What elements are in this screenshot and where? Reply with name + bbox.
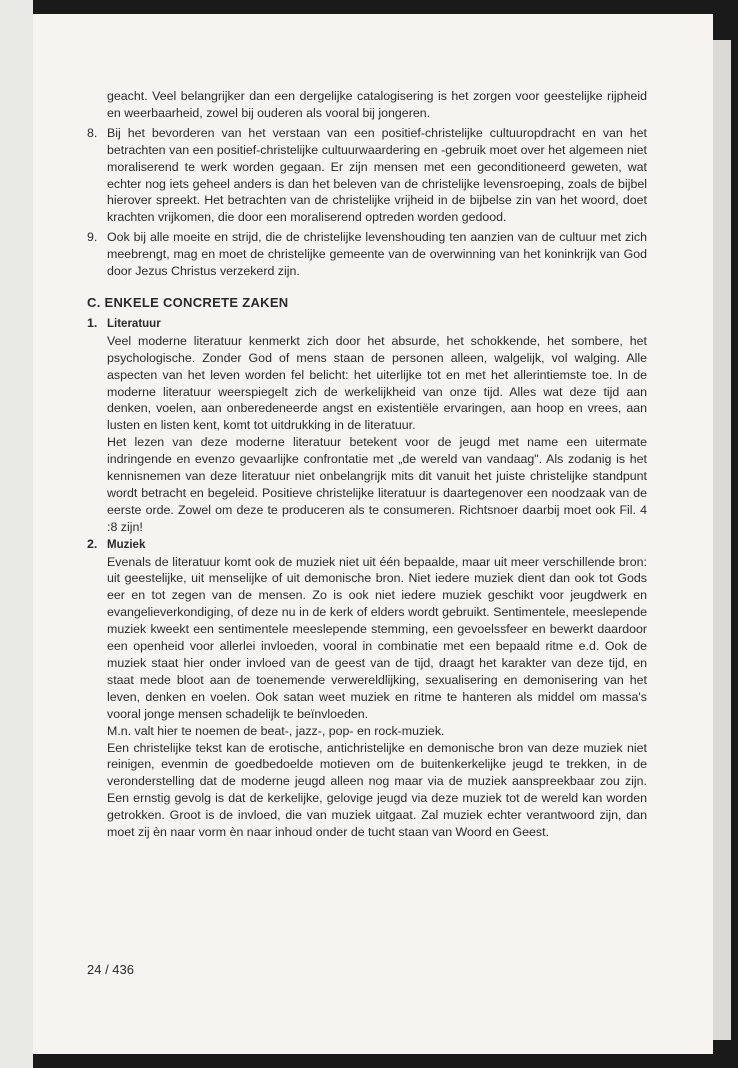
subsection-number: 1.: [87, 315, 98, 330]
subsection-title: Literatuur: [107, 317, 161, 330]
list-item-text: Ook bij alle moeite en strijd, die de christelijke levenshouding ten aanzien van de cultuur met zich meebrengt, mag en moet de christelijke gemeente van de overwinning van het koninkrijk van God door Jezus Christus verzekerd zijn.: [107, 230, 647, 279]
page-edge: [713, 40, 731, 1040]
list-number: 9.: [87, 230, 98, 245]
intro-paragraph: geacht. Veel belangrijker dan een dergelijke catalogisering is het zorgen voor geestelijke rijpheid en weerbaarheid, zowel bij ouderen als vooral bij jongeren.: [107, 89, 647, 120]
paragraph: Het lezen van deze moderne literatuur betekent voor de jeugd met name een uitermate indringende en evenzo gevaarlijke confrontatie met „de wereld van vandaag". Als zodanig is het kennisnemen van deze literatuur niet onbelangrijk mits dit vanuit het juiste christelijke standpunt wordt betracht en begeleid. Positieve christelijke literatuur is daartegenover een noodzaak van de eerste orde. Zowel om deze te produceren als te consumeren. Richtsnoer daarbij moet ook Fil. 4 :8 zijn!: [107, 435, 647, 534]
list-item-text: Bij het bevorderen van het verstaan van een positief-christelijke cultuuropdracht en van het betrachten van een positief-christelijke cultuurwaardering en -gebruik moet over het algemeen niet moraliserend te werk worden gegaan. Er zijn mensen met een geconditioneerd geweten, wat echter nog iets geheel anders is dan het beleven van de christelijke levensroeping, zoals de bijbel hierover spreekt. Het betrachten van de christelijke vrijheid in de bijbelse zin van het woord, doet krachten vrijkomen, die door een moraliserend optreden worden gedood.: [107, 125, 647, 225]
list-item-8: [87, 125, 647, 226]
paragraph: Veel moderne literatuur kenmerkt zich door het absurde, het schokkende, het sombere, het psychologische. Zonder God of mens staan de personen alleen, walgelijk, vol walging. Alle aspecten van het leven worden fel belicht: het uiterlijke tot en met het allerintiemste toe. In de moderne literatuur weerspiegelt zich de werkelijkheid van onze tijd. Alles wat deze tijd aan denken, voelen, aan onberedeneerde angst en existentiële ervaringen, aan hoop en vrees, aan lusten en listen kent, komt tot uitdrukking in de literatuur.: [107, 333, 647, 433]
page-content: [87, 88, 647, 841]
page-number: 24 / 436: [87, 962, 134, 977]
scan-margin: [0, 0, 33, 1068]
paragraph: Evenals de literatuur komt ook de muziek niet uit één bepaalde, maar uit meer verschillende bron: uit geestelijke, uit menselijke of uit demonische bron. Niet iedere muziek dient dan ook tot Gods eer en tot zegen van de mensen. Zo is ook niet iedere muziek geschikt voor jeugdwerk en evangelieverkondiging, of deze nu in de kerk of elders wordt gebruikt. Sentimentele, meeslepende muziek kweekt een sentimentele meeslepende stemming, een gevoelssfeer en bewerkt daardoor een openheid voor allerlei invloeden, vooral in combinatie met een bepaald ritme e.d. Ook de muziek staat hier onder invloed van de geest van de tijd, draagt het karakter van deze tijd, en staat mede bloot aan de toenemende verwereldlijking, sexualisering en demonisering van het leven, denken en voelen. Ook satan weet muziek en ritme te hanteren als middel om massa's vooral jonge mensen schadelijk te beïnvloeden.: [107, 554, 647, 721]
paragraph: M.n. valt hier te noemen de beat-, jazz-, pop- en rock-muziek.: [107, 723, 445, 738]
subsection-literatuur: [87, 315, 647, 333]
list-number: 8.: [87, 125, 98, 140]
subsection-number: 2.: [87, 536, 98, 551]
list-item-9: [87, 229, 647, 280]
subsection-muziek: [87, 536, 647, 554]
paragraph: Een christelijke tekst kan de erotische, antichristelijke en demonische bron van deze muziek niet reinigen, evenmin de goedbedoelde motieven om de buitenkerkelijke jeugd te trekken, in de veronderstelling dat de moderne jeugd alleen nog maar via de muziek aanspreekbaar zou zijn. Een ernstig gevolg is dat de kerkelijke, gelovige jeugd via deze muziek tot de wereld kan worden getrokken. Groot is de invloed, die van muziek uitgaat. Zal muziek echter verantwoord zijn, dan moet zij èn naar vorm èn naar inhoud onder de tucht staan van Woord en Geest.: [107, 740, 647, 840]
subsection-title: Muziek: [107, 538, 146, 551]
section-heading: C. ENKELE CONCRETE ZAKEN: [87, 294, 289, 310]
